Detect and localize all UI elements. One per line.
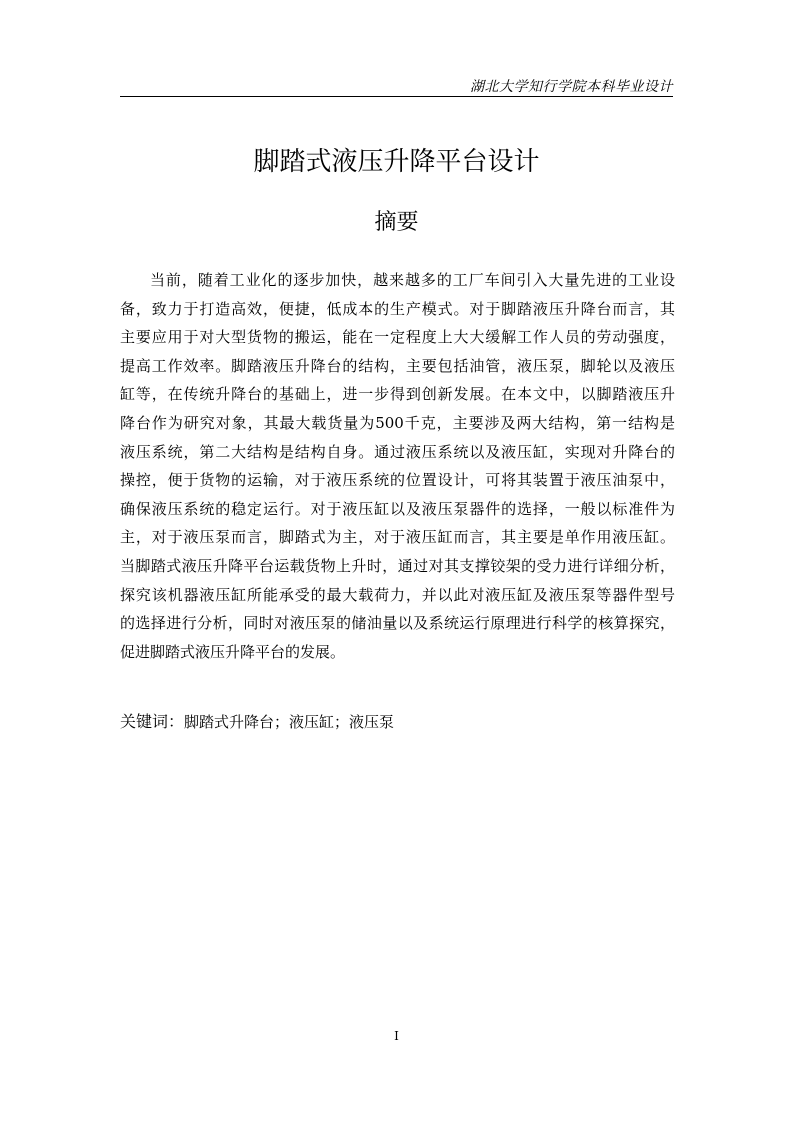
header-rule bbox=[120, 96, 673, 97]
keywords bbox=[120, 708, 675, 736]
abstract-line: 当脚踏式液压升降平台运载货物上升时，通过对其支撑铰架的受力进行详细分析， bbox=[120, 556, 675, 575]
abstract-line: 液压系统，第二大结构是结构自身。通过液压系统以及液压缸，实现对升降台的 bbox=[120, 442, 675, 461]
abstract-line: 的选择进行分析，同时对液压泵的储油量以及系统运行原理进行科学的核算探究， bbox=[120, 614, 675, 633]
abstract-body bbox=[120, 266, 675, 666]
running-header: 湖北大学知行学院本科毕业设计 bbox=[470, 79, 673, 95]
abstract-line: 提高工作效率。脚踏液压升降台的结构，主要包括油管，液压泵，脚轮以及液压 bbox=[120, 356, 675, 375]
page-number: I bbox=[394, 1029, 399, 1043]
abstract-line: 促进脚踏式液压升降平台的发展。 bbox=[120, 642, 346, 661]
abstract-line: 降台作为研究对象，其最大载货量为500千克，主要涉及两大结构，第一结构是 bbox=[120, 413, 675, 432]
abstract-line: 缸等，在传统升降台的基础上，进一步得到创新发展。在本文中，以脚踏液压升 bbox=[120, 385, 675, 404]
abstract-heading: 摘要 bbox=[374, 210, 419, 235]
abstract-line: 当前，随着工业化的逐步加快，越来越多的工厂车间引入大量先进的工业设 bbox=[150, 271, 675, 289]
abstract-line: 操控，便于货物的运输，对于液压系统的位置设计，可将其装置于液压油泵中， bbox=[120, 471, 675, 490]
abstract-line: 备，致力于打造高效，便捷，低成本的生产模式。对于脚踏液压升降台而言，其 bbox=[120, 299, 675, 318]
keywords-text: 脚踏式升降台；液压缸；液压泵 bbox=[184, 713, 395, 731]
abstract-line: 主，对于液压泵而言，脚踏式为主，对于液压缸而言，其主要是单作用液压缸。 bbox=[120, 528, 675, 547]
abstract-line: 主要应用于对大型货物的搬运，能在一定程度上大大缓解工作人员的劳动强度， bbox=[120, 328, 675, 347]
abstract-line: 探究该机器液压缸所能承受的最大载荷力，并以此对液压缸及液压泵等器件型号 bbox=[120, 585, 675, 604]
abstract-line: 确保液压系统的稳定运行。对于液压缸以及液压泵器件的选择，一般以标准件为 bbox=[120, 499, 675, 518]
document-title: 脚踏式液压升降平台设计 bbox=[253, 147, 540, 177]
keywords-label: 关键词： bbox=[120, 712, 185, 731]
